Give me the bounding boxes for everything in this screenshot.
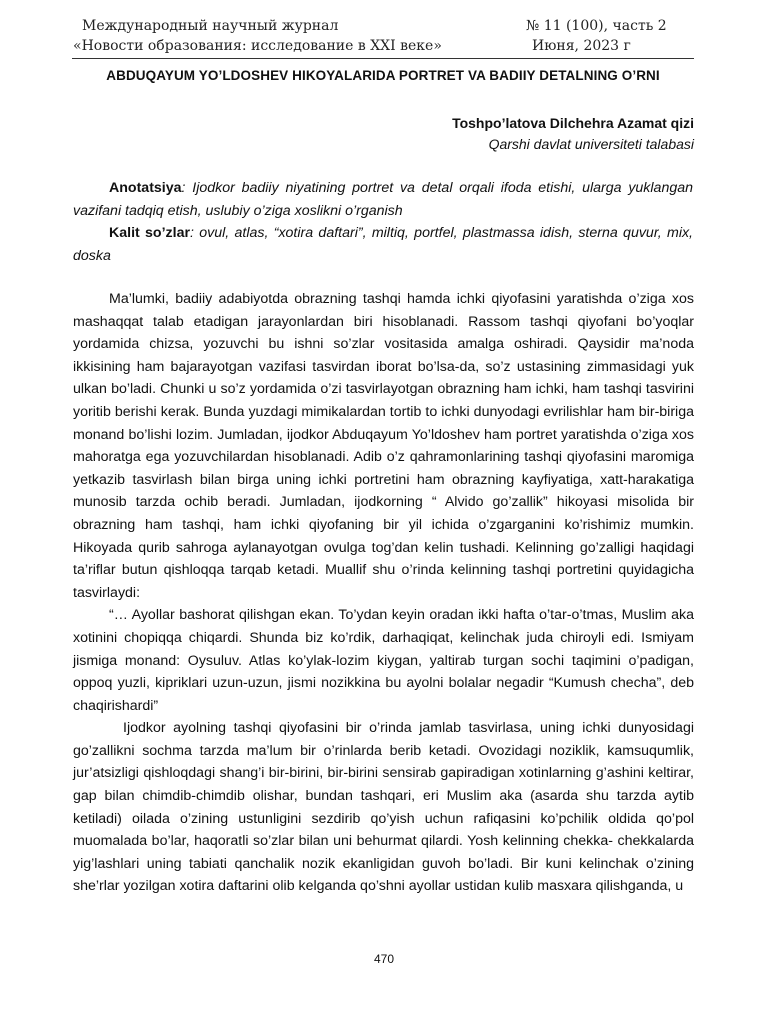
article-body xyxy=(73,288,694,898)
keywords xyxy=(73,222,693,267)
journal-subtitle: «Новости образования: исследование в XXI веке» xyxy=(73,38,442,54)
article-title: ABDUQAYUM YO’LDOSHEV HIKOYALARIDA PORTRET VA BADIIY DETALNING O’RNI xyxy=(106,68,660,83)
journal-name: Международный научный журнал xyxy=(82,18,339,34)
abstract-label: Anotatsiya xyxy=(109,180,182,196)
keywords-label: Kalit so’zlar xyxy=(109,225,190,241)
issue-number: № 11 (100), часть 2 xyxy=(526,18,667,34)
body-paragraph-1: Ma’lumki, badiiy adabiyotda obrazning tashqi hamda ichki qiyofasini yaratishda o’ziga xos mashaqqat talab etadigan jarayonlardan biri hisoblanadi. Rassom tashqi qiyofani bo’yoqlar yordamida chizsa, yozuvchi bu ishni so’zlar vositasida amalga oshiradi. Qaysidir ma’noda ikkisining ham bajarayotgan vazifasi tasvirdan iborat bo’lsa-da, so’z ustasining zimmasidagi yuk ulkan bo’ladi. Chunki u so’z yordamida o’zi tasvirlayotgan obrazning ham ichki, ham tashqi tasvirini yoritib berishi kerak. Bunda yuzdagi mimikalardan tortib to ichki dunyodagi evrilishlar ham bir-biriga monand bo’lishi lozim. Jumladan, ijodkor Abduqayum Yo’ldoshev ham portret yaratishda o’ziga xos mahoratga ega yozuvchilardan hisoblanadi. Adib o’z qahramonlarining tashqi qiyofasini maromiga yetkazib tasvirlash bilan birga uning ichki portretini ham obrazning kayfiyatiga, xatt-harakatiga munosib tarzda ochib beradi. Jumladan, ijodkorning “ Alvido go’zallik” hikoyasi misolida bir obrazning ham tashqi, ham ichki qiyofaning bir yil ichida o’zgarganini ko’rishimiz mumkin. Hikoyada qurib sahroga aylanayotgan ovulga tog’dan kelin tushadi. Kelinning go’zalligi haqidagi ta’riflar butun qishloqqa tarqab ketadi. Muallif shu o’rinda kelinning tashqi portretini quyidagicha tasvirlaydi: xyxy=(73,291,694,601)
body-paragraph-3: Ijodkor ayolning tashqi qiyofasini bir o’rinda jamlab tasvirlasa, uning ichki dunyosidagi go’zallikni sochma tarzda ma’lum bir o’rinlarda berib ketadi. Ovozidagi noziklik, kamsuqumlik, jur’atsizligi qishloqdagi shang’i bir-birini, bir-birini sensirab gapiradigan xotinlarning g’ashini keltirar, gap bilan chimdib-chimdib olishar, bundan tashqari, eri Muslim aka (asarda shu tarzda aytib ketiladi) oilada o’zining ustunligini sezdirib qo’yish uchun rafiqasini ko’pchilik oldida qo’pol muomalada bo’lar, haqoratli so’zlar bilan uni behurmat qilardi. Yosh kelinning chekka- chekkalarda yig’lashlari uning tabiati qanchalik nozik ekanligidan guvoh bo’ladi. Bir kuni kelinchak o’zining she’rlar yozilgan xotira daftarini olib kelganda qo’shni ayollar ustidan kulib masxara qilishganda, u xyxy=(73,720,694,895)
header-divider xyxy=(72,58,694,59)
abstract xyxy=(73,177,693,222)
abstract-text: : Ijodkor badiiy niyatining portret va detal orqali ifoda etishi, ularga yuklangan vazifani tadqiq etish, uslubiy o’ziga xoslikni o’rganish xyxy=(73,180,693,219)
author-affiliation: Qarshi davlat universiteti talabasi xyxy=(488,136,694,152)
issue-date: Июня, 2023 г xyxy=(532,38,631,54)
quoted-excerpt: “… Ayollar bashorat qilishgan ekan. To’ydan keyin oradan ikki hafta o’tar-o’tmas, Muslim aka xotinini chopiqqa chiqardi. Shunda biz ko’rdik, darhaqiqat, kelinchak juda chiroyli edi. Ismiyam jismiga monand: Oysuluv. Atlas ko’ylak-lozim kiygan, yaltirab turgan sochi taqimini o’padigan, oppoq yuzli, kipriklari uzun-uzun, jismi nozikkina bu ayolni bolalar negadir “Kumush checha”, deb chaqirishardi” xyxy=(73,607,694,714)
page-number: 470 xyxy=(373,952,395,966)
keywords-text: : ovul, atlas, “xotira daftari”, miltiq, portfel, plastmassa idish, sterna quvur, mix, doska xyxy=(73,225,694,264)
author-name: Toshpo’latova Dilchehra Azamat qizi xyxy=(452,115,694,131)
